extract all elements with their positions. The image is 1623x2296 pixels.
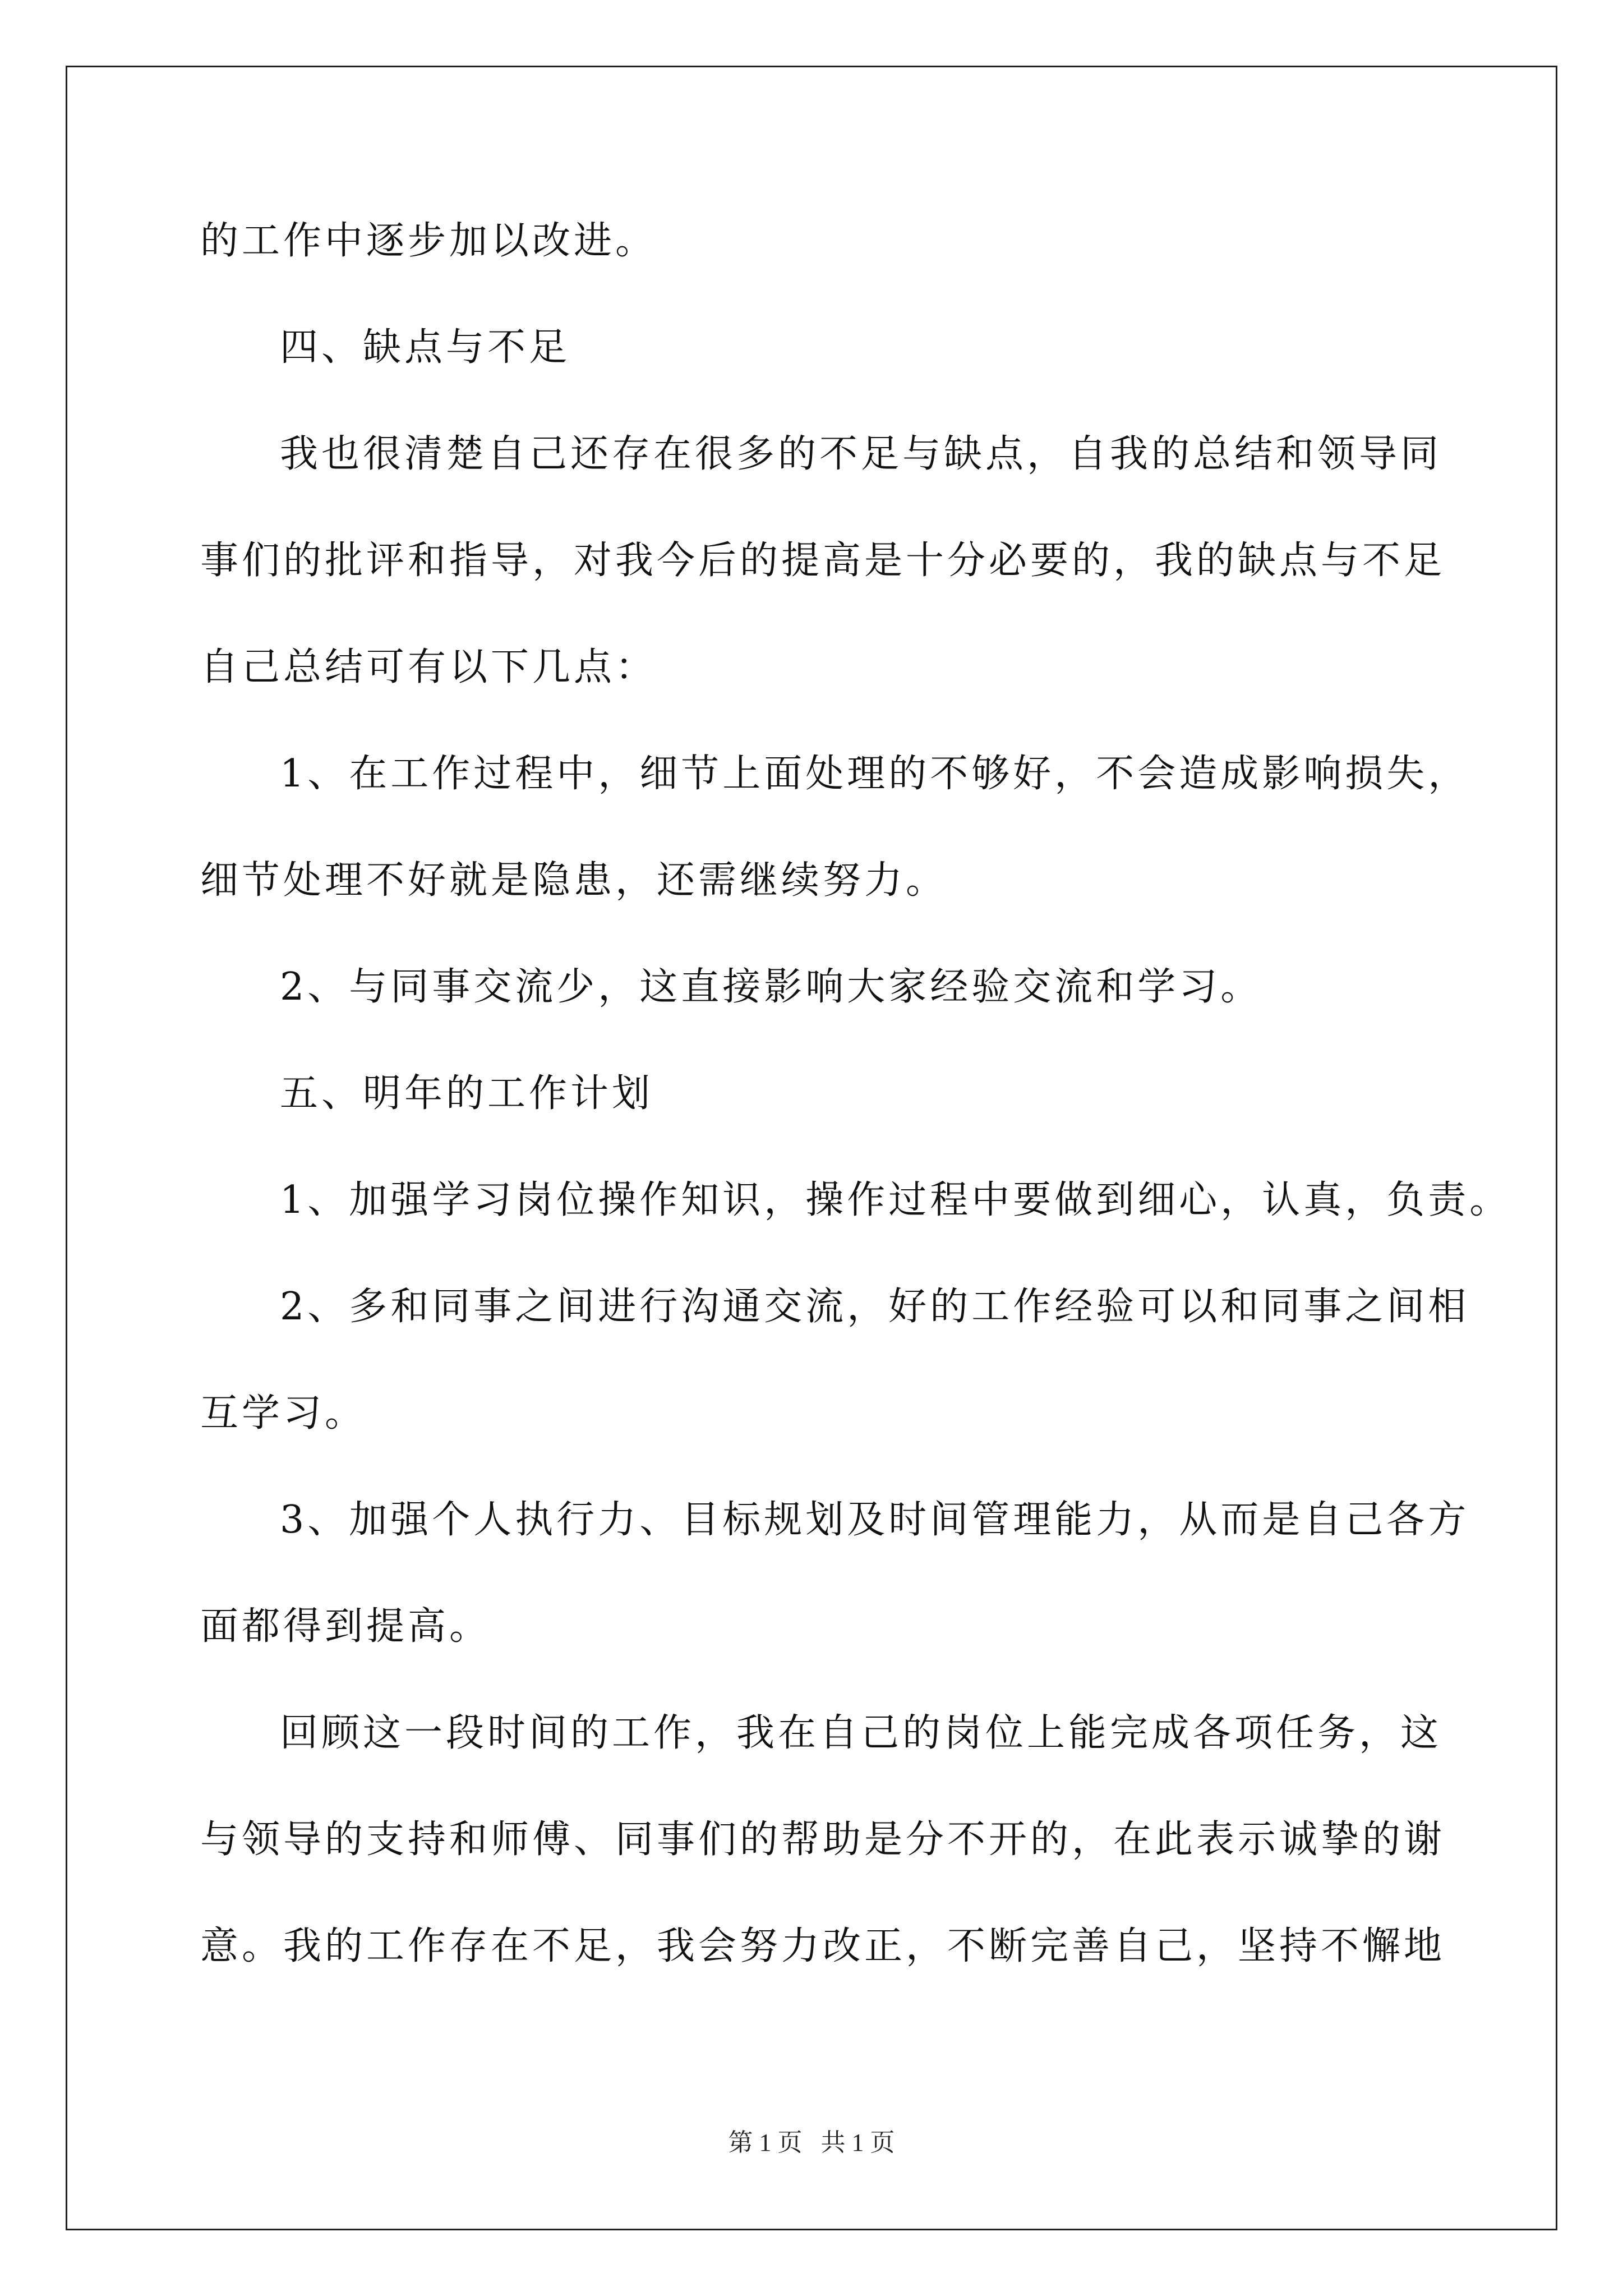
text-line: 自己总结可有以下几点： — [200, 645, 657, 689]
text-line: 回顾这一段时间的工作，我在自己的岗位上能完成各项任务，这 — [280, 1711, 1442, 1755]
text-line: 2、多和同事之间进行沟通交流，好的工作经验可以和同事之间相 — [280, 1285, 1470, 1329]
text-line: 2、与同事交流少，这直接影响大家经验交流和学习。 — [280, 965, 1262, 1009]
page-border — [66, 66, 1557, 2230]
text-line: 的工作中逐步加以改进。 — [200, 219, 657, 263]
text-line: 事们的批评和指导，对我今后的提高是十分必要的，我的缺点与不足 — [200, 539, 1446, 583]
text-line: 意。我的工作存在不足，我会努力改正，不断完善自己，坚持不懈地 — [200, 1924, 1446, 1968]
page-footer: 第 1 页 共 1 页 — [728, 2129, 895, 2156]
section-heading: 五、明年的工作计划 — [280, 1071, 654, 1116]
text-line: 1、加强学习岗位操作知识，操作过程中要做到细心，认真，负责。 — [280, 1178, 1511, 1222]
text-line: 与领导的支持和师傅、同事们的帮助是分不开的，在此表示诚挚的谢 — [200, 1818, 1446, 1862]
text-line: 我也很清楚自己还存在很多的不足与缺点，自我的总结和领导同 — [280, 432, 1442, 476]
text-line: 互学习。 — [200, 1391, 367, 1435]
section-heading: 四、缺点与不足 — [280, 325, 571, 370]
text-line: 面都得到提高。 — [200, 1604, 491, 1649]
text-line: 3、加强个人执行力、目标规划及时间管理能力，从而是自己各方 — [280, 1498, 1470, 1542]
text-line: 1、在工作过程中，细节上面处理的不够好，不会造成影响损失， — [280, 752, 1470, 796]
text-line: 细节处理不好就是隐患，还需继续努力。 — [200, 858, 948, 903]
